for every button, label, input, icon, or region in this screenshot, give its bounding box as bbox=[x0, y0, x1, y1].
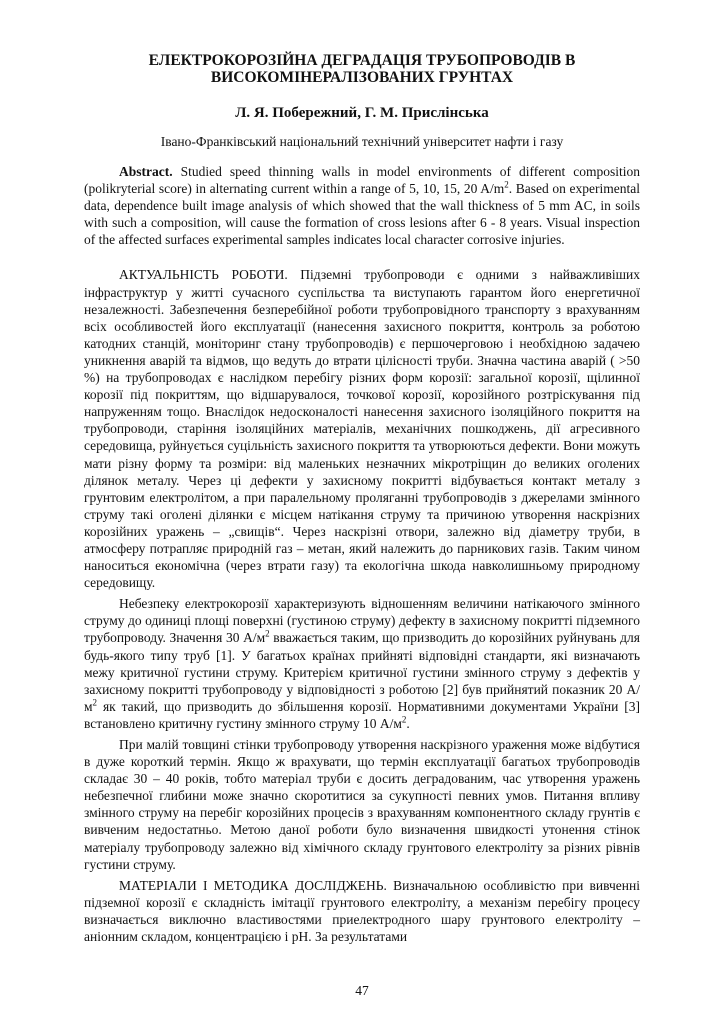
paragraph-aim: При малій товщині стінки трубопроводу утворення наскрізного ураження може відбутися в дуже короткий термін. Якщо ж врахувати, що термін експлуатації багатьох трубопроводів складає 30 – 40 років, тобто матеріал труби є досить деградованим, час утворення уражень небезпечної глибини може значно скоротитися за сукупності певних умов. Питання впливу змінного струму на перебіг корозійних процесів з врахуванням компонентного складу грунтів є вивченим недостатньо. Метою даної роботи було визначення швидкості утонення стінок матеріалу трубопроводу залежно від хімічного складу грунтового електроліту за різних рівнів густини струму. bbox=[84, 737, 640, 872]
paper-page bbox=[84, 52, 640, 945]
p2-text-a: Небезпеку електрокорозії характеризують відношенням величини натікаючого змінного струму до одиниці площі поверхні (густиною струму) дефекту в захисному покритті підземного трубопроводу. Значення 30 А/м bbox=[84, 596, 640, 646]
abstract-text-a: Studied speed thinning walls in model environments of different composition (polikryterial score) in alternating current within a range of 5, 10, 15, 20 A/m bbox=[84, 164, 640, 197]
paragraph-current-density bbox=[84, 595, 640, 732]
p2-sup-1: 2 bbox=[265, 628, 270, 639]
p2-text-c: як такий, що призводить до збільшення корозії. Нормативними документами України [3] встановлено критичну густину змінного струму 10 А/м bbox=[84, 698, 640, 731]
authors: Л. Я. Побережний, Г. М. Прислінська bbox=[235, 105, 489, 121]
p2-sup-2: 2 bbox=[92, 697, 98, 708]
affiliation: Івано-Франківський національний технічний університет нафти і газу bbox=[160, 134, 564, 149]
body-text bbox=[84, 266, 640, 945]
title-line-1: ЕЛЕКТРОКОРОЗІЙНА ДЕГРАДАЦІЯ ТРУБОПРОВОДІВ В bbox=[148, 52, 576, 69]
abstract-sup: 2 bbox=[504, 179, 509, 190]
page-number: 47 bbox=[355, 983, 369, 998]
abstract-text-b: . Based on experimental data, dependence built image analysis of which showed that the wall thickness of 5 mm AC, in soils with such a composition, will cause the formation of cross lesions after 6 - 8 years. Visual inspection of the affected surfaces experimental samples indicates local character corrosive injuries. bbox=[84, 181, 640, 248]
p2-sup-3: 2 bbox=[401, 714, 407, 725]
p2-text-b: вважається таким, що призводить до корозійних руйнувань для будь-якого типу труб [1]. У багатьох країнах прийняті відповідні стандарти, які визначають межу критичної густини струму. Критерієм критичної густини змінного струму з дефектів у захисному покритті трубопроводу у відповідності з роботою [2] був прийнятий показник 20 А/м bbox=[84, 630, 640, 714]
abstract bbox=[84, 163, 640, 248]
paragraph-relevance: АКТУАЛЬНІСТЬ РОБОТИ. Підземні трубопроводи є одними з найважливіших інфраструктур у житті сучасного суспільства та виступають гарантом його енергетичної незалежності. Забезпечення безперебійної роботи трубопровідного транспорту з врахуванням всіх особливостей його експлуатації (нанесення захисного покриття, контроль за роботою катодних станцій, моніторинг стану трубопроводів) є першочерговою і необхідною задачею уникнення аварій та відмов, що ведуть до втрати цілісності труби. Значна частина аварій ( >50 %) на трубопроводах є наслідком перебігу різних форм корозії: загальної корозії, щілинної корозії під покриттям, що відшарувалося, точкової корозії, корозійного розтріскування під напруженням тощо. Внаслідок недосконалості нанесення захисного ізоляційного покриття на трубопроводи, старіння ізоляційних матеріалів, механічних пошкоджень, дії агресивного середовища, руйнується суцільність захисного покриття та утворюються дефекти. Вони можуть мати різну форму та розміри: від маленьких незначних мікротріщин до великих оголених ділянок металу. Через ці дефекти у захисному покритті відбувається контакт металу з грунтовим електролітом, а при паралельному проляганні трубопроводів з джерелами змінного струму такі оголені ділянки є місцем натікання струму та причиною утворення наскрізних корозійних уражень – „свищів“. Через наскрізні отвори, залежно від діаметру труби, в атмосферу потрапляє природній газ – метан, який належить до парникових газів. Таким чином наноситься економічна (через втрати газу) та екологічна шкода навколишньому природному середовищу. bbox=[84, 267, 640, 591]
paragraph-methods: МАТЕРІАЛИ І МЕТОДИКА ДОСЛІДЖЕНЬ. Визначальною особливістю при вивченні підземної корозії є складність імітації грунтового електроліту, а механізм перебігу процесу визначається виключно властивостями приелектродного шару грунтового електроліту – аніонним складом, концентрацією і pH. За результатами bbox=[84, 877, 640, 945]
p2-text-d: . bbox=[406, 715, 410, 731]
paper-title bbox=[84, 52, 640, 86]
abstract-label: Abstract. bbox=[119, 164, 173, 179]
title-line-2: ВИСОКОМІНЕРАЛІЗОВАНИХ ГРУНТАХ bbox=[210, 69, 514, 86]
